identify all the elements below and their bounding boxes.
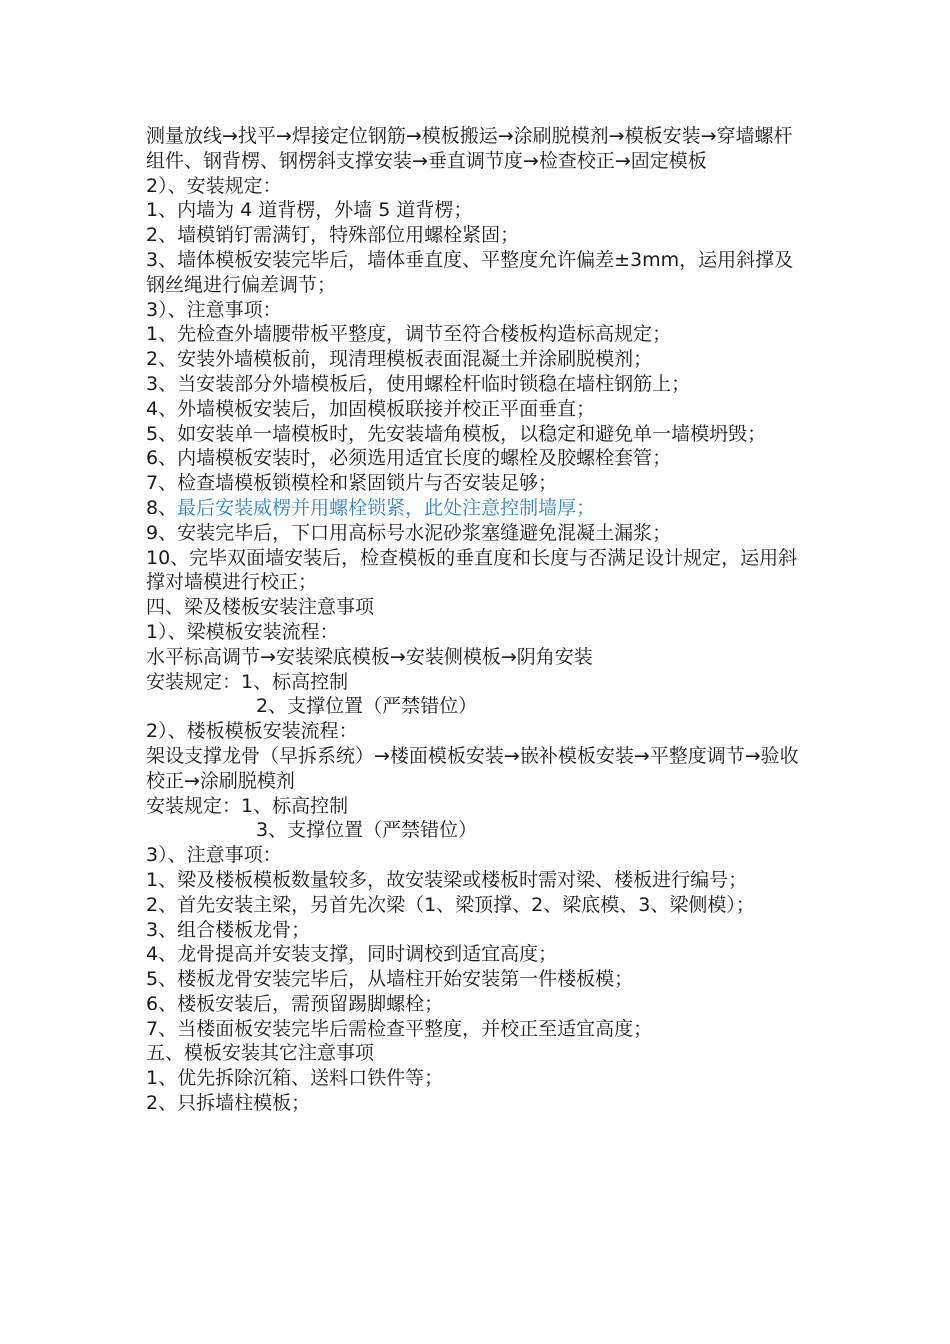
list-item: 2、首先安装主梁，另首先次梁（1、梁顶撑、2、梁底模、3、梁侧模）； [146, 893, 755, 916]
list-item: 1、梁及楼板模板数量较多，故安装梁或楼板时需对梁、楼板进行编号； [146, 868, 748, 891]
slab-rule-2: 3、支撑位置（严禁错位） [256, 819, 478, 842]
list-item: 9、安装完毕后，下口用高标号水泥砂浆塞缝避免混凝土漏浆； [146, 521, 672, 544]
list-item: 10、完毕双面墙安装后，检查模板的垂直度和长度与否满足设计规定，运用斜撑对墙模进行校正； [146, 546, 798, 594]
beam-rule-2: 2、支撑位置（严禁错位） [256, 695, 478, 718]
heading-slab-flow: 2）、楼板模板安装流程： [146, 720, 358, 743]
list-item: 1、优先拆除沉箱、送料口铁件等； [146, 1067, 444, 1090]
beam-rule-1: 安装规定：1、标高控制 [146, 670, 349, 693]
list-item: 4、龙骨提高并安装支撑，同时调校到适宜高度； [146, 943, 558, 966]
list-item: 1、内墙为 4 道背楞，外墙 5 道背楞； [146, 199, 473, 222]
list-item: 6、内墙模板安装时，必须选用适宜长度的螺栓及胶螺栓套管； [146, 447, 672, 470]
list-item: 3、组合楼板龙骨； [146, 918, 311, 941]
highlighted-text: 最后安装威楞并用螺栓锁紧，此处注意控制墙厚； [177, 496, 596, 519]
list-item: 4、外墙模板安装后，加固模板联接并校正平面垂直； [146, 397, 596, 420]
paragraph-process-flow: 测量放线→找平→焊接定位钢筋→模板搬运→涂刷脱模剂→模板安装→穿墙螺杆组件、钢背楞、钢楞斜支撑安装→垂直调节度→检查校正→固定模板 [146, 125, 793, 172]
list-item-number: 8、 [146, 496, 178, 519]
heading-install-rules: 2）、安装规定： [146, 174, 282, 197]
document-body [146, 124, 811, 1116]
list-item: 5、如安装单一墙模板时，先安装墙角模板，以稳定和避免单一墙模坍毁； [146, 422, 767, 445]
heading-notes: 3）、注意事项： [146, 298, 282, 321]
section-heading-5: 五、模板安装其它注意事项 [146, 1042, 375, 1065]
section-heading-4: 四、梁及楼板安装注意事项 [146, 596, 375, 619]
list-item: 3、墙体模板安装完毕后，墙体垂直度、平整度允许偏差±3mm，运用斜撑及钢丝绳进行偏差调节； [146, 248, 794, 296]
list-item: 7、当楼面板安装完毕后需检查平整度，并校正至适宜高度； [146, 1017, 653, 1040]
heading-notes-2: 3）、注意事项： [146, 844, 282, 867]
list-item: 7、检查墙模板锁模栓和紧固锁片与否安装足够； [146, 472, 558, 495]
list-item: 3、当安装部分外墙模板后，使用螺栓杆临时锁稳在墙柱钢筋上； [146, 372, 691, 395]
heading-beam-flow: 1）、梁模板安装流程： [146, 620, 339, 643]
paragraph-beam-flow: 水平标高调节→安装梁底模板→安装侧模板→阴角安装 [146, 645, 593, 668]
paragraph-slab-flow: 架设支撑龙骨（早拆系统）→楼面模板安装→嵌补模板安装→平整度调节→验收校正→涂刷脱模剂 [146, 744, 799, 792]
list-item-highlighted [146, 496, 811, 521]
list-item: 1、先检查外墙腰带板平整度，调节至符合楼板构造标高规定； [146, 323, 672, 346]
list-item: 5、楼板龙骨安装完毕后，从墙柱开始安装第一件楼板模； [146, 968, 634, 991]
slab-rule-1: 安装规定：1、标高控制 [146, 794, 349, 817]
list-item: 2、安装外墙模板前，现清理模板表面混凝土并涂刷脱模剂； [146, 348, 653, 371]
list-item: 2、只拆墙柱模板； [146, 1092, 311, 1115]
list-item: 2、墙模销钉需满钉，特殊部位用螺栓紧固； [146, 224, 520, 247]
list-item: 6、楼板安装后，需预留踢脚螺栓； [146, 992, 444, 1015]
